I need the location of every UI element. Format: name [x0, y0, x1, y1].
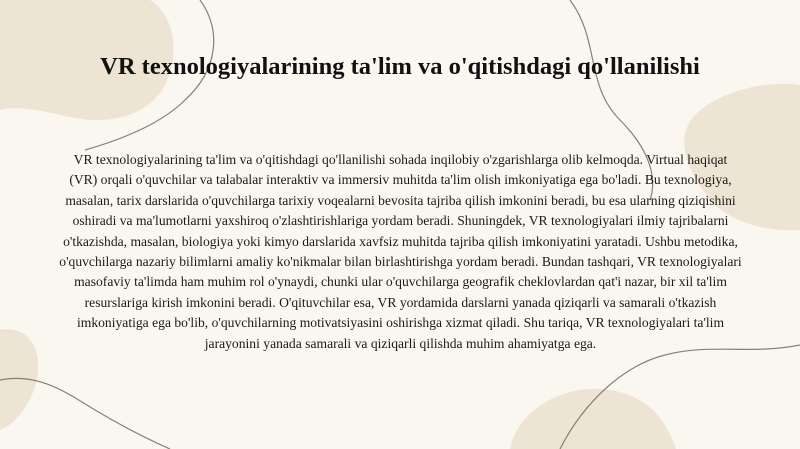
slide-title: VR texnologiyalarining ta'lim va o'qitishdagi qo'llanilishi: [100, 53, 700, 80]
bottom-right-blob: [510, 389, 676, 449]
slide-body-text: VR texnologiyalarining ta'lim va o'qitishdagi qo'llanilishi sohada inqilobiy o'zgarishlarga olib kelmoqda. Virtual haqiqat (VR) orqali o'quvchilar va talabalar interaktiv va immersiv muhitda ta'lim olish imkoniyatiga ega bo'ladi. Bu texnologiya, masalan, tarix darslarida o'quvchilarga tarixiy voqealarni bevosita tajriba qilish imkonini beradi, bu esa ularning qiziqishini oshiradi va ma'lumotlarni yaxshiroq o'zlashtirishlariga yordam beradi. Shuningdek, VR texnologiyalari ilmiy tajribalarni o'tkazishda, masalan, biologiya yoki kimyo darslarida xavfsiz muhitda tajriba qilish imkoniyatini yaratadi. Ushbu metodika, o'quvchilarga nazariy bilimlarni amaliy ko'nikmalar bilan birlashtirishga yordam beradi. Bundan tashqari, VR texnologiyalari masofaviy ta'limda ham muhim rol o'ynaydi, chunki ular o'quvchilarga geografik cheklovlardan qat'i nazar, bir xil ta'lim resurslariga kirish imkonini beradi. O'qituvchilar esa, VR yordamida darslarni yanada qiziqarli va samarali o'tkazish imkoniyatiga ega bo'lib, o'quvchilarning motivatsiyasini oshirishga xizmat qiladi. Shu tariqa, VR texnologiyalari ta'lim jarayonini yanada samarali va qiziqarli qilishda muhim ahamiyatga ega.: [59, 152, 742, 351]
